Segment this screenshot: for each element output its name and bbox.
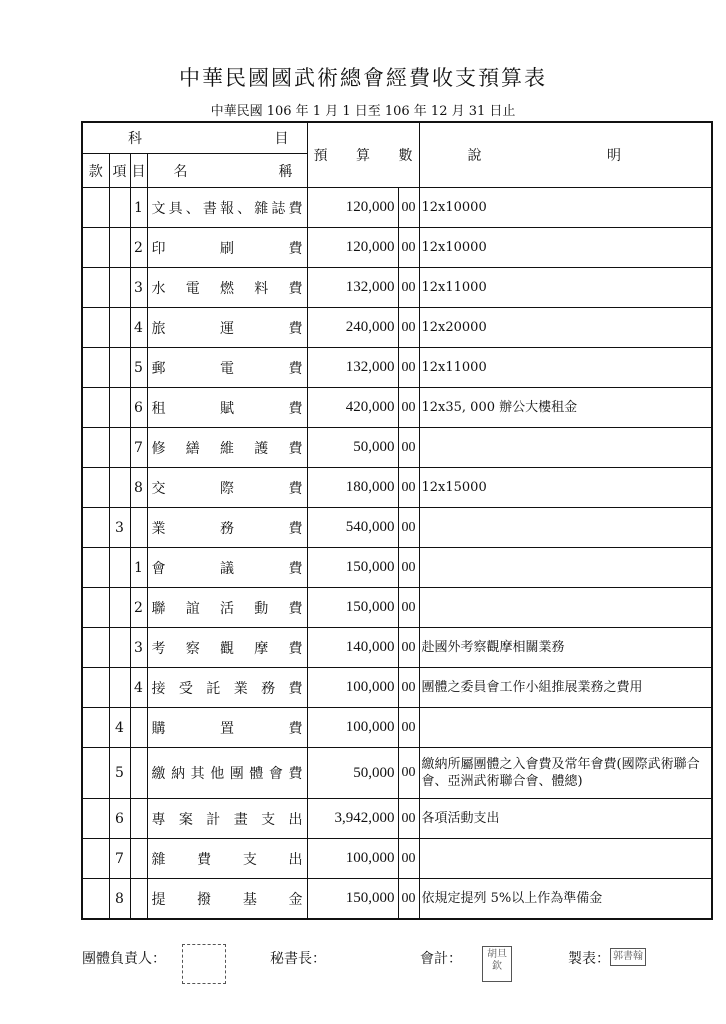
cell-mu: 8	[130, 468, 147, 508]
cell-note: 12x11000	[419, 348, 712, 388]
cell-note	[419, 548, 712, 588]
cell-amount: 132,000	[307, 268, 398, 308]
cell-xiang	[109, 348, 130, 388]
table-row	[82, 388, 712, 428]
cell-mu: 1	[130, 188, 147, 228]
budget-table	[81, 121, 713, 920]
cell-mu: 6	[130, 388, 147, 428]
cell-xiang	[109, 668, 130, 708]
cell-name: 購置費	[147, 708, 307, 748]
header-xiang: 項	[109, 154, 130, 188]
header-budget	[307, 122, 419, 188]
cell-mu: 3	[130, 268, 147, 308]
cell-kuan	[82, 508, 109, 548]
cell-cents: 00	[398, 388, 419, 428]
cell-note: 12x20000	[419, 308, 712, 348]
cell-kuan	[82, 708, 109, 748]
header-mu: 目	[130, 154, 147, 188]
cell-kuan	[82, 228, 109, 268]
cell-amount: 120,000	[307, 188, 398, 228]
table-row	[82, 708, 712, 748]
preparer-seal	[610, 948, 646, 966]
table-row	[82, 668, 712, 708]
cell-xiang	[109, 388, 130, 428]
cell-name: 修繕維護費	[147, 428, 307, 468]
cell-kuan	[82, 308, 109, 348]
preparer-seal-text: 郭書翰	[613, 951, 643, 962]
cell-name: 接受託業務費	[147, 668, 307, 708]
cell-kuan	[82, 188, 109, 228]
cell-kuan	[82, 468, 109, 508]
table-row	[82, 188, 712, 228]
header-budget-char-1: 預	[313, 148, 328, 164]
cell-cents: 00	[398, 668, 419, 708]
cell-xiang	[109, 468, 130, 508]
leader-label: 團體負責人：	[82, 951, 166, 967]
table-row	[82, 748, 712, 799]
cell-note: 12x10000	[419, 228, 712, 268]
header-kuan: 款	[82, 154, 109, 188]
cell-name: 聯誼活動費	[147, 588, 307, 628]
cell-note	[419, 708, 712, 748]
table-row	[82, 308, 712, 348]
cell-xiang: 8	[109, 879, 130, 920]
table-row	[82, 628, 712, 668]
cell-xiang	[109, 308, 130, 348]
cell-xiang: 4	[109, 708, 130, 748]
leader-seal	[182, 944, 226, 984]
signature-footer	[82, 944, 722, 984]
cell-xiang	[109, 548, 130, 588]
cell-cents: 00	[398, 879, 419, 920]
cell-kuan	[82, 588, 109, 628]
cell-xiang: 5	[109, 748, 130, 799]
cell-name: 印刷費	[147, 228, 307, 268]
cell-name: 雜費支出	[147, 839, 307, 879]
cell-xiang	[109, 188, 130, 228]
cell-mu: 4	[130, 308, 147, 348]
table-row	[82, 548, 712, 588]
period-subtitle: 中華民國 106 年 1 月 1 日至 106 年 12 月 31 日止	[210, 104, 516, 119]
cell-amount: 540,000	[307, 508, 398, 548]
cell-name: 提撥基金	[147, 879, 307, 920]
cell-xiang	[109, 428, 130, 468]
cell-mu	[130, 879, 147, 920]
secretary-label: 秘書長：	[270, 951, 326, 967]
cell-amount: 132,000	[307, 348, 398, 388]
cell-xiang	[109, 228, 130, 268]
cell-amount: 120,000	[307, 228, 398, 268]
cell-name: 考察觀摩費	[147, 628, 307, 668]
cell-amount: 100,000	[307, 839, 398, 879]
cell-name: 專案計畫支出	[147, 799, 307, 839]
cell-amount: 150,000	[307, 588, 398, 628]
cell-amount: 420,000	[307, 388, 398, 428]
cell-kuan	[82, 428, 109, 468]
cell-cents: 00	[398, 708, 419, 748]
cell-mu: 5	[130, 348, 147, 388]
cell-cents: 00	[398, 748, 419, 799]
cell-kuan	[82, 268, 109, 308]
cell-cents: 00	[398, 468, 419, 508]
cell-amount: 100,000	[307, 668, 398, 708]
cell-xiang: 3	[109, 508, 130, 548]
cell-xiang	[109, 628, 130, 668]
cell-name: 水電燃料費	[147, 268, 307, 308]
cell-note	[419, 839, 712, 879]
cell-kuan	[82, 388, 109, 428]
header-budget-char-2: 算	[356, 148, 370, 164]
cell-amount: 140,000	[307, 628, 398, 668]
cell-cents: 00	[398, 228, 419, 268]
cell-note: 繳納所屬團體之入會費及常年會費(國際武術聯合會、亞洲武術聯合會、體總)	[419, 748, 712, 799]
document-title: 中華民國國武術總會經費收支預算表	[179, 66, 547, 90]
cell-amount: 100,000	[307, 708, 398, 748]
cell-note: 12x11000	[419, 268, 712, 308]
cell-amount: 150,000	[307, 548, 398, 588]
cell-kuan	[82, 548, 109, 588]
cell-xiang	[109, 588, 130, 628]
accountant-label: 會計：	[420, 951, 462, 967]
table-row	[82, 428, 712, 468]
table-row	[82, 468, 712, 508]
cell-mu: 3	[130, 628, 147, 668]
accountant-seal	[482, 946, 512, 982]
cell-cents: 00	[398, 548, 419, 588]
table-row	[82, 799, 712, 839]
header-ke-label: 科	[128, 131, 142, 147]
cell-mu: 2	[130, 228, 147, 268]
cell-kuan	[82, 628, 109, 668]
cell-note: 12x35, 000 辦公大樓租金	[419, 388, 712, 428]
cell-kuan	[82, 348, 109, 388]
cell-note	[419, 508, 712, 548]
cell-name: 郵電費	[147, 348, 307, 388]
cell-cents: 00	[398, 588, 419, 628]
header-mu-label: 目	[274, 131, 289, 147]
cell-cents: 00	[398, 839, 419, 879]
preparer-label: 製表：	[568, 951, 610, 967]
cell-cents: 00	[398, 188, 419, 228]
cell-mu: 4	[130, 668, 147, 708]
cell-kuan	[82, 668, 109, 708]
table-row	[82, 348, 712, 388]
cell-note: 團體之委員會工作小組推展業務之費用	[419, 668, 712, 708]
cell-note	[419, 428, 712, 468]
cell-amount: 150,000	[307, 879, 398, 920]
header-note	[419, 122, 712, 188]
table-row	[82, 588, 712, 628]
cell-note: 12x10000	[419, 188, 712, 228]
cell-kuan	[82, 839, 109, 879]
cell-note: 赴國外考察觀摩相關業務	[419, 628, 712, 668]
cell-mu: 7	[130, 428, 147, 468]
cell-note: 各項活動支出	[419, 799, 712, 839]
cell-amount: 50,000	[307, 428, 398, 468]
header-name-char-1: 名	[173, 163, 188, 180]
table-row	[82, 228, 712, 268]
cell-name: 交際費	[147, 468, 307, 508]
cell-cents: 00	[398, 308, 419, 348]
cell-amount: 240,000	[307, 308, 398, 348]
header-kemu	[82, 122, 307, 154]
table-row	[82, 839, 712, 879]
cell-kuan	[82, 879, 109, 920]
cell-cents: 00	[398, 628, 419, 668]
cell-name: 業務費	[147, 508, 307, 548]
cell-mu: 2	[130, 588, 147, 628]
cell-cents: 00	[398, 799, 419, 839]
header-name-char-2: 稱	[278, 163, 293, 180]
cell-mu	[130, 708, 147, 748]
header-budget-char-3: 數	[398, 148, 413, 164]
cell-xiang	[109, 268, 130, 308]
cell-note	[419, 588, 712, 628]
cell-name: 文具、書報、雜誌費	[147, 188, 307, 228]
cell-cents: 00	[398, 348, 419, 388]
cell-kuan	[82, 799, 109, 839]
cell-name: 租賦費	[147, 388, 307, 428]
header-note-char-2: 明	[607, 148, 621, 164]
cell-mu	[130, 508, 147, 548]
table-row	[82, 879, 712, 920]
cell-amount: 180,000	[307, 468, 398, 508]
accountant-seal-text: 胡旦欽	[487, 949, 507, 972]
cell-cents: 00	[398, 268, 419, 308]
header-row-top	[82, 122, 712, 154]
cell-cents: 00	[398, 508, 419, 548]
header-name	[147, 154, 307, 188]
header-note-char-1: 說	[467, 148, 482, 164]
cell-amount: 3,942,000	[307, 799, 398, 839]
cell-name: 會議費	[147, 548, 307, 588]
table-row	[82, 268, 712, 308]
cell-mu: 1	[130, 548, 147, 588]
cell-xiang: 6	[109, 799, 130, 839]
cell-note: 依規定提列 5%以上作為準備金	[419, 879, 712, 920]
cell-mu	[130, 799, 147, 839]
cell-cents: 00	[398, 428, 419, 468]
cell-xiang: 7	[109, 839, 130, 879]
table-row	[82, 508, 712, 548]
cell-mu	[130, 839, 147, 879]
cell-mu	[130, 748, 147, 799]
cell-name: 繳納其他團體會費	[147, 748, 307, 799]
cell-kuan	[82, 748, 109, 799]
cell-note: 12x15000	[419, 468, 712, 508]
cell-name: 旅運費	[147, 308, 307, 348]
cell-amount: 50,000	[307, 748, 398, 799]
